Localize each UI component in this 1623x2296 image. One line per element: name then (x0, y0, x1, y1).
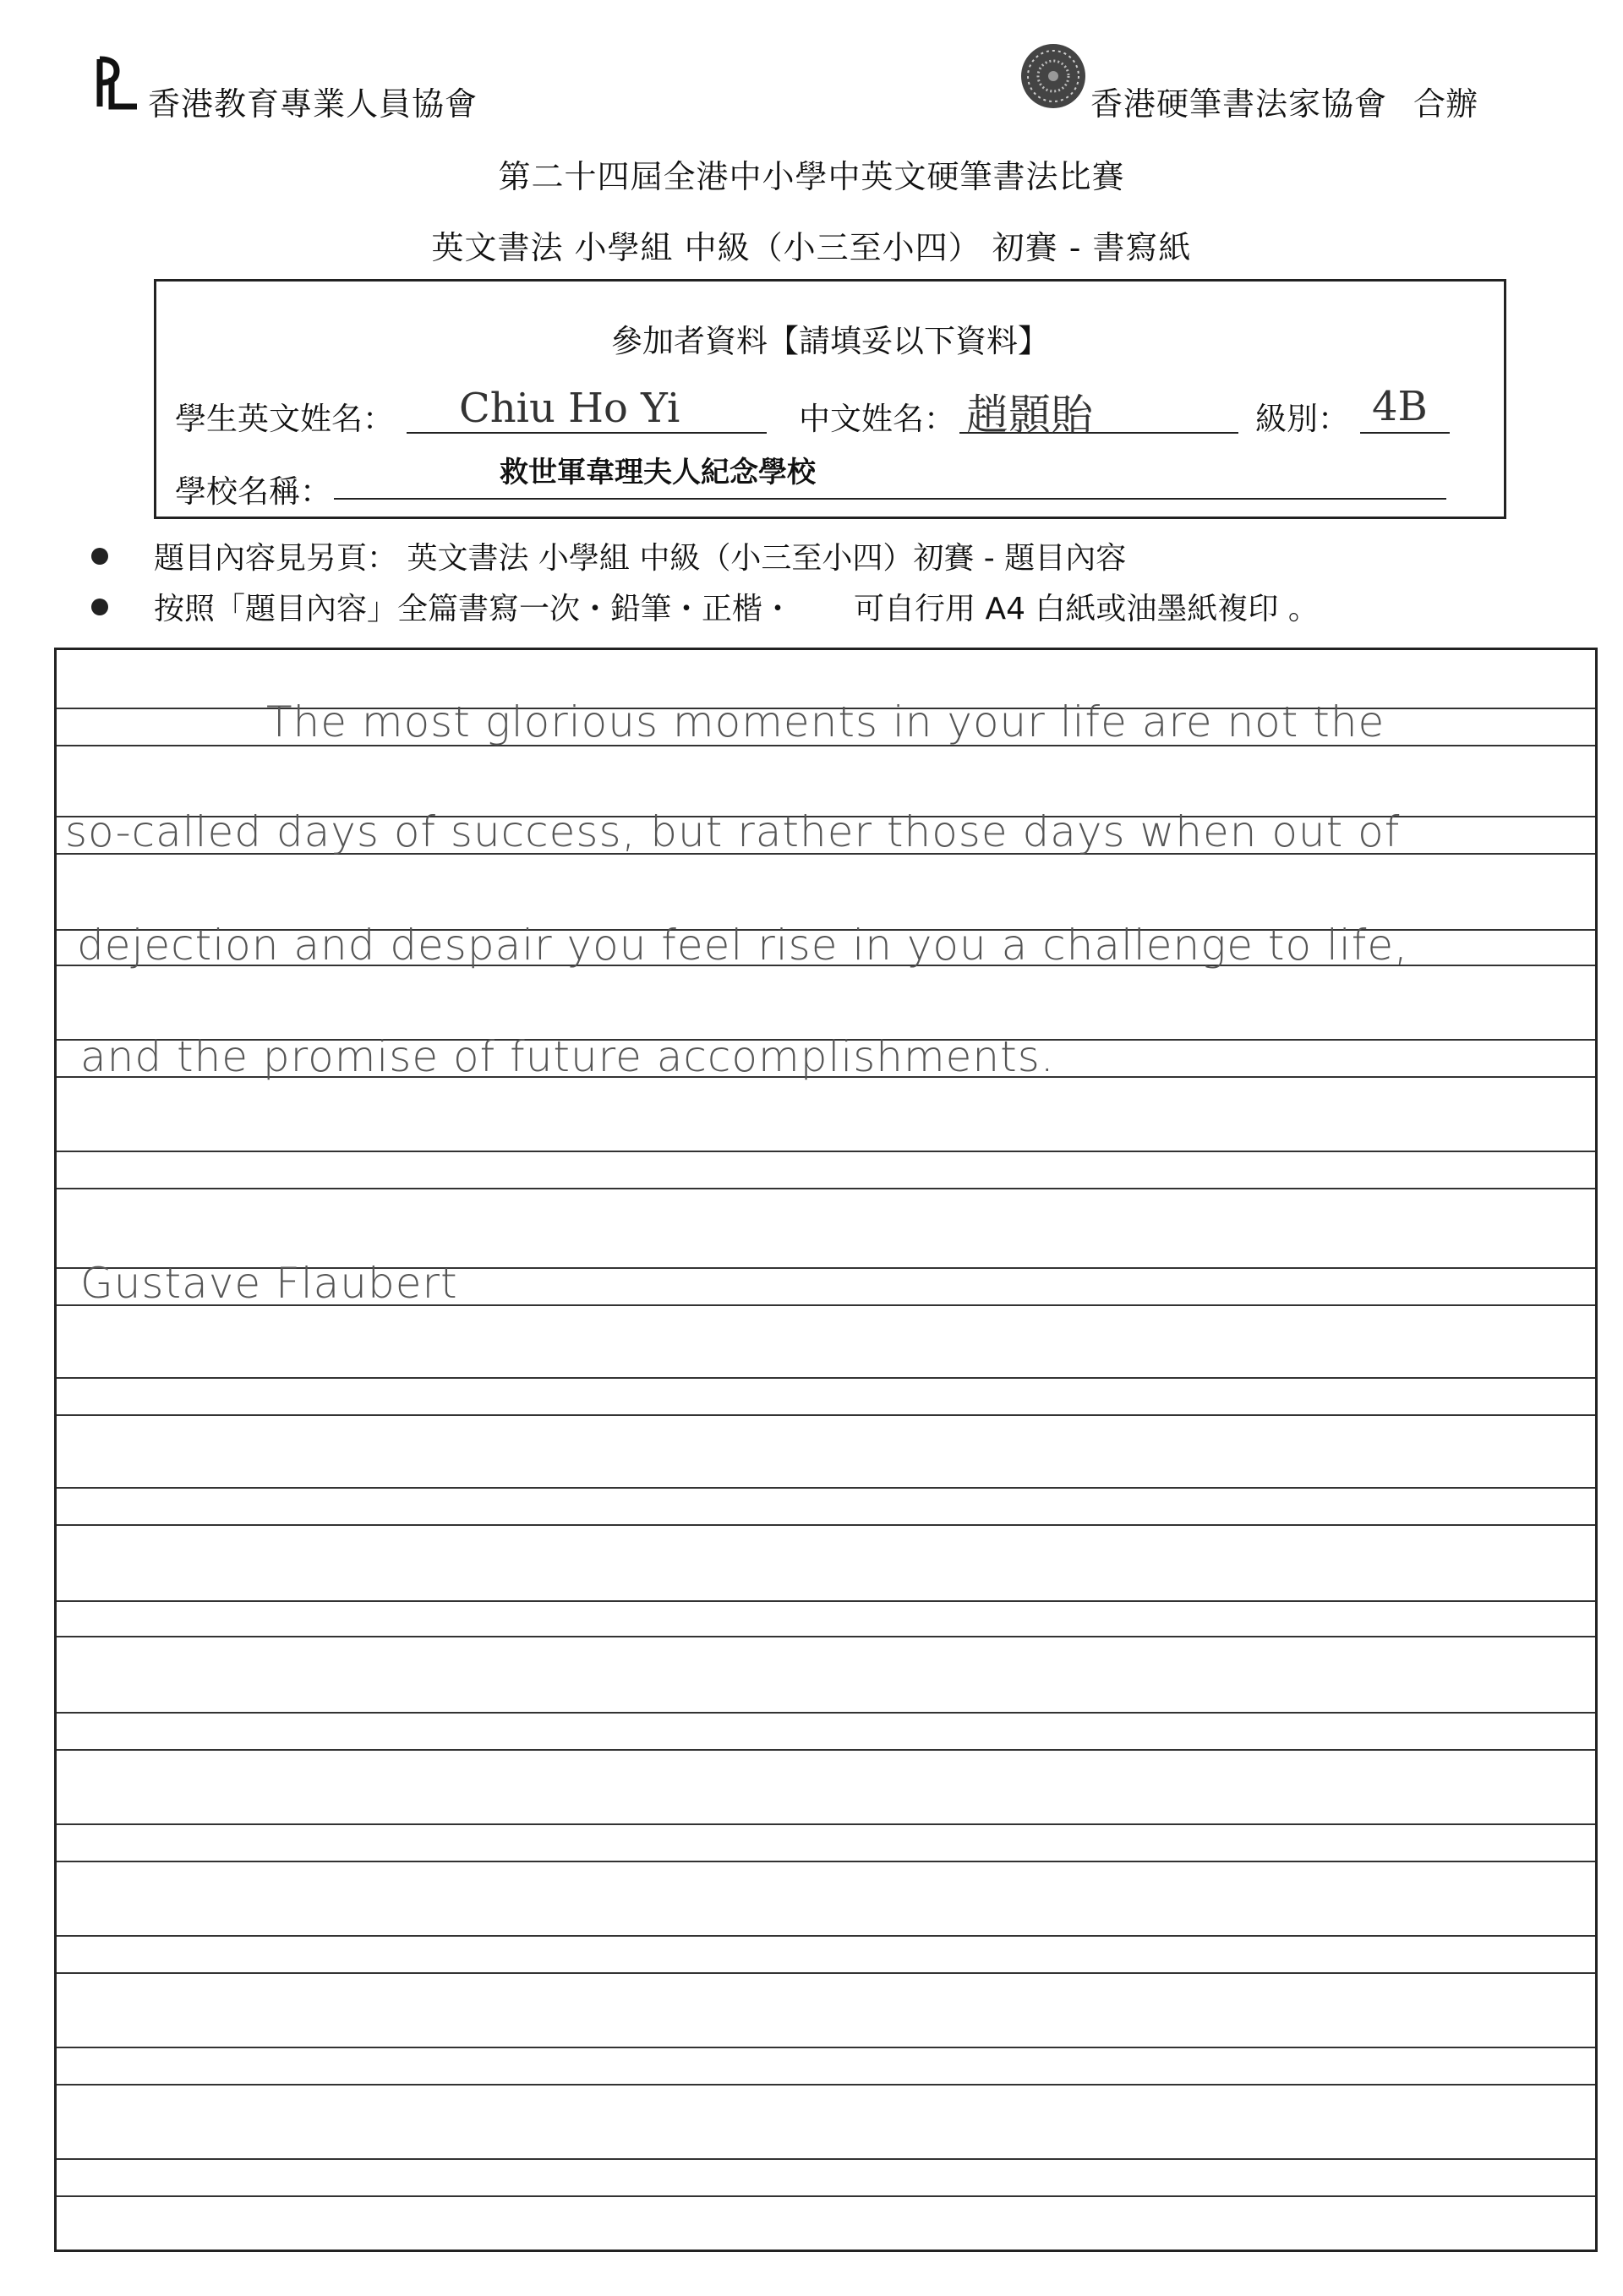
note-instructions: 按照「題目內容」全篇書寫一次・鉛筆・正楷・ 可自行用 A4 白紙或油墨紙複印 。 (154, 592, 1319, 626)
chinese-name-field[interactable] (959, 381, 1238, 440)
school-value: 救世軍韋理夫人紀念學校 (500, 456, 816, 489)
school-field[interactable] (334, 447, 1446, 500)
participant-info-box (154, 279, 1506, 519)
handwriting-line-4: and the promise of future accomplishments. (80, 1032, 1055, 1081)
handwriting-line-1: The most glorious moments in your life are not the (266, 697, 1385, 746)
english-name-field[interactable] (407, 381, 767, 434)
note-topic-reference: 題目內容見另頁： 英文書法 小學組 中級（小三至小四）初賽 - 題目內容 (154, 541, 1127, 576)
class-field[interactable] (1360, 381, 1450, 434)
handwriting-line-3: dejection and despair you feel rise in you a challenge to life, (77, 921, 1408, 970)
english-name-label: 學生英文姓名： (175, 401, 394, 437)
bullet-icon (91, 548, 108, 565)
organizer-left-name: 香港教育專業人員協會 (148, 85, 478, 123)
handwriting-line-5 (57, 1135, 1598, 1201)
chinese-name-value: 趙顥貽 (966, 391, 1093, 440)
bullet-icon (91, 599, 108, 615)
chinese-name-label: 中文姓名： (799, 401, 955, 437)
pepa-logo-icon (91, 56, 140, 112)
class-label: 級別： (1255, 401, 1349, 437)
category-title: 英文書法 小學組 中級（小三至小四） 初賽 - 書寫紙 (431, 229, 1192, 266)
school-label: 學校名稱： (175, 473, 331, 510)
organizer-right-name: 香港硬筆書法家協會 (1090, 85, 1388, 123)
writing-sheet (54, 648, 1598, 2252)
handwriting-author-line: Gustave Flaubert (80, 1259, 458, 1308)
competition-title: 第二十四屆全港中小學中英文硬筆書法比賽 (498, 158, 1125, 195)
english-name-value: Chiu Ho Yi (459, 385, 680, 432)
class-value: 4B (1372, 383, 1428, 430)
handwriting-line-2: so-called days of success, but rather those days when out of (65, 807, 1401, 856)
hkpa-seal-icon (1018, 41, 1089, 112)
co-organize-label: 合辦 (1413, 85, 1478, 123)
participant-info-title: 參加者資料【請填妥以下資料】 (611, 323, 1049, 359)
